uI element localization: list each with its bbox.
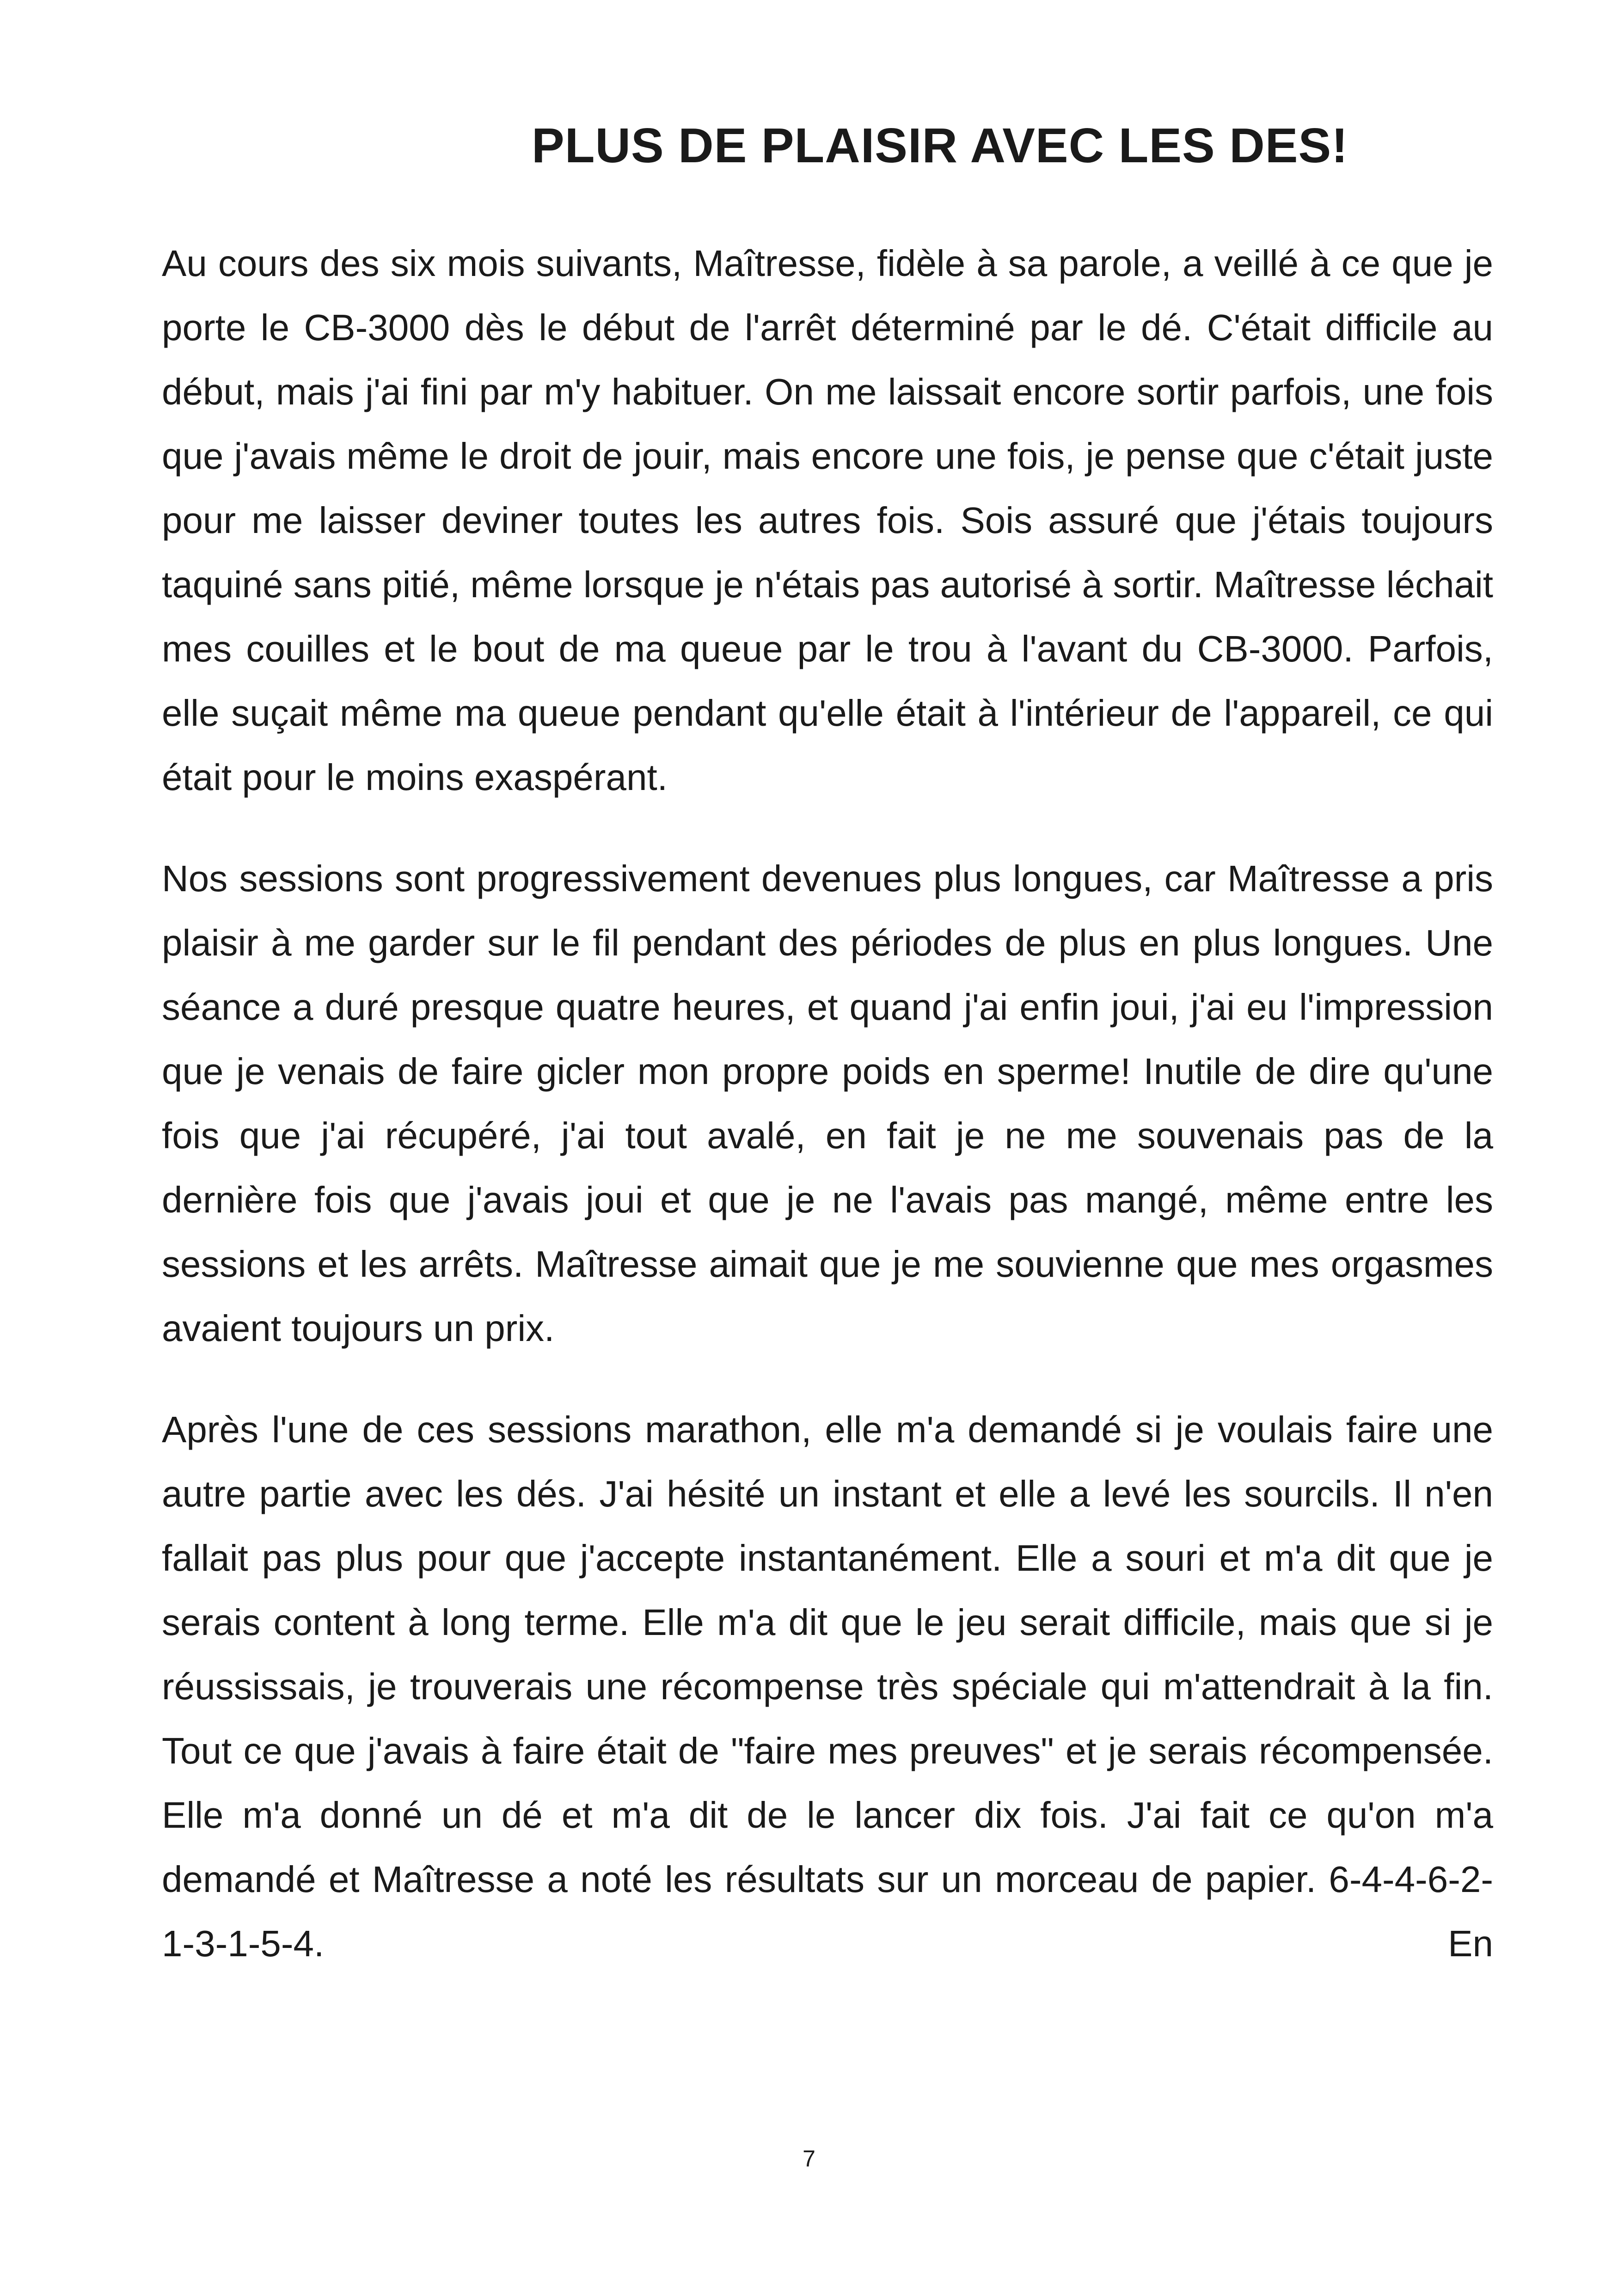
body-text (162, 231, 1493, 2013)
paragraph-2: Nos sessions sont progressivement devenues plus longues, car Maîtresse a pris plaisir à me garder sur le fil pendant des périodes de plus en plus longues. Une séance a duré presque quatre heures, et quand j'ai enfin joui, j'ai eu l'impression que je venais de faire gicler mon propre poids en sperme! Inutile de dire qu'une fois que j'ai récupéré, j'ai tout avalé, en fait je ne me souvenais pas de la dernière fois que j'avais joui et que je ne l'avais pas mangé, même entre les sessions et les arrêts. Maîtresse aimait que je me souvienne que mes orgasmes avaient toujours un prix. (162, 858, 1493, 1349)
paragraph-3: Après l'une de ces sessions marathon, elle m'a demandé si je voulais faire une autre partie avec les dés. J'ai hésité un instant et elle a levé les sourcils. Il n'en fallait pas plus pour que j'accepte instantanément. Elle a souri et m'a dit que je serais content à long terme. Elle m'a dit que le jeu serait difficile, mais que si je réussissais, je trouverais une récompense très spéciale qui m'attendrait à la fin. Tout ce que j'avais à faire était de "faire mes preuves" et je serais récompensée. Elle m'a donné un dé et m'a dit de le lancer dix fois. J'ai fait ce qu'on m'a demandé et Maîtresse a noté les résultats sur un morceau de papier. 6-4-4-6-2-1-3-1-5-4. En (162, 1409, 1493, 1964)
paragraph-1: Au cours des six mois suivants, Maîtresse, fidèle à sa parole, a veillé à ce que je porte le CB-3000 dès le début de l'arrêt déterminé par le dé. C'était difficile au début, mais j'ai fini par m'y habituer. On me laissait encore sortir parfois, une fois que j'avais même le droit de jouir, mais encore une fois, je pense que c'était juste pour me laisser deviner toutes les autres fois. Sois assuré que j'étais toujours taquiné sans pitié, même lorsque je n'étais pas autorisé à sortir. Maîtresse léchait mes couilles et le bout de ma queue par le trou à l'avant du CB-3000. Parfois, elle suçait même ma queue pendant qu'elle était à l'intérieur de l'appareil, ce qui était pour le moins exaspérant. (162, 243, 1493, 798)
page-title: PLUS DE PLAISIR AVEC LES DES! (532, 118, 1348, 173)
page-number: 7 (803, 2146, 815, 2172)
